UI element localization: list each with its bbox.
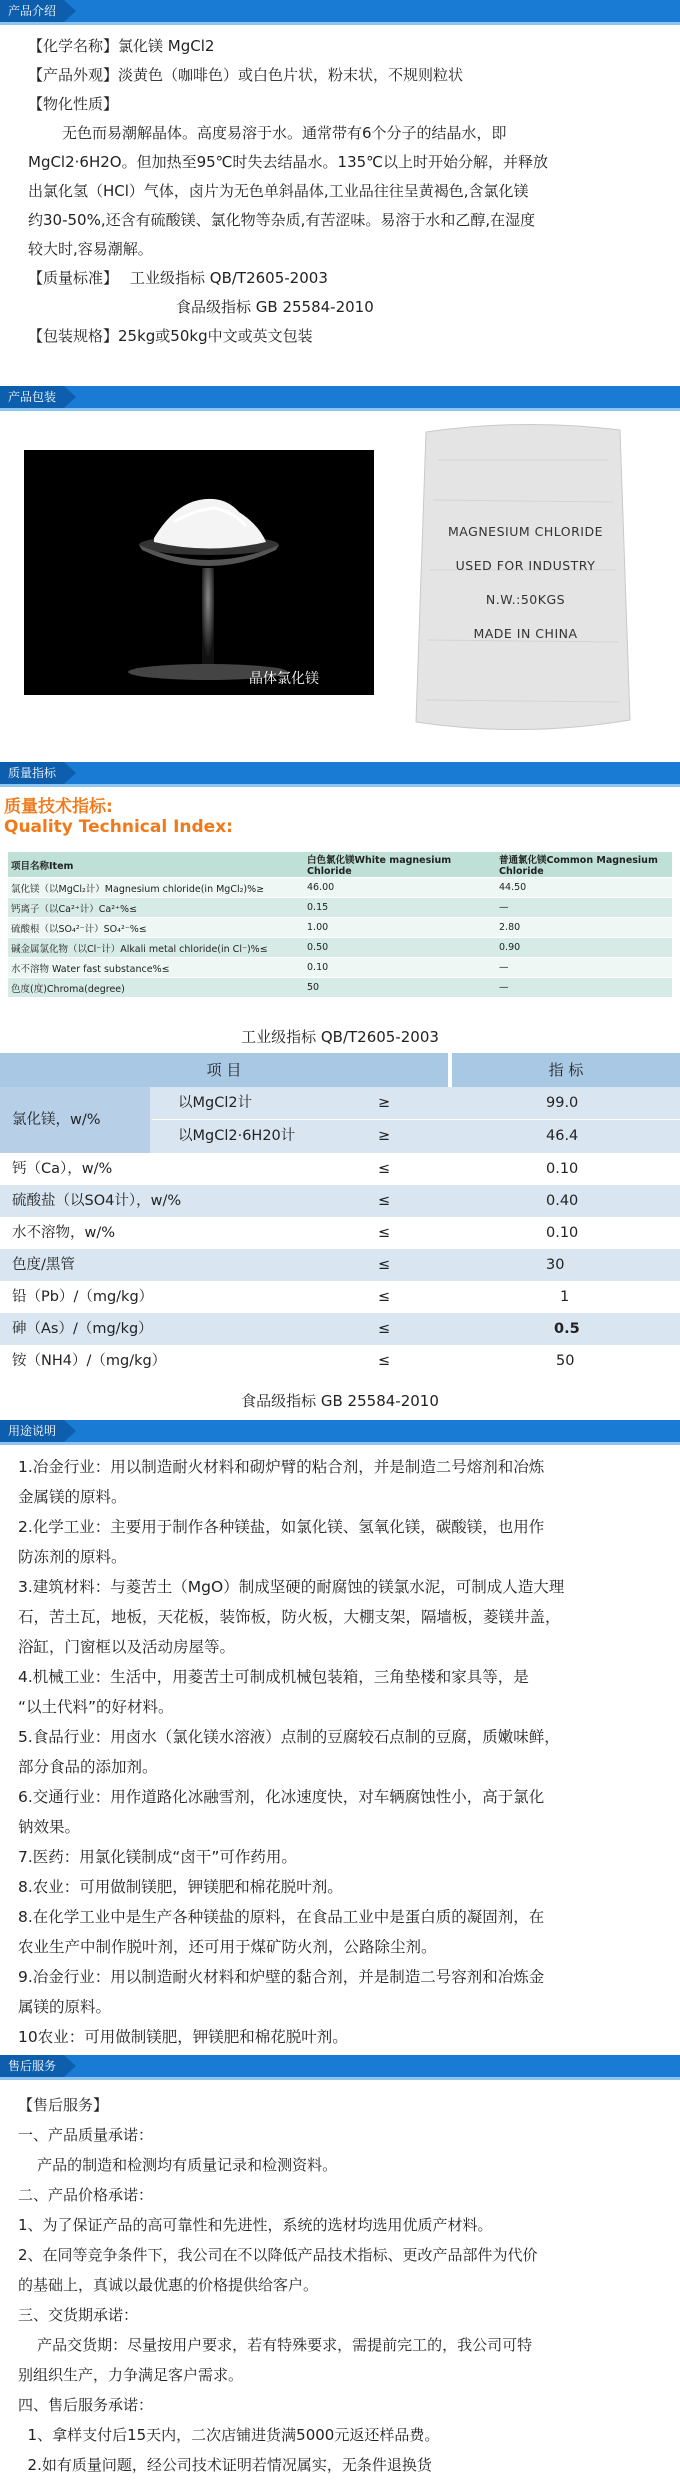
crystal-photo-caption: 晶体氯化镁 (249, 671, 319, 687)
service-line: 别组织生产，力争满足客户需求。 (18, 2366, 244, 2384)
table-cell: 0.15 (304, 898, 496, 918)
uses-line: 浴缸，门窗框以及活动房屋等。 (18, 1638, 236, 1656)
prop-label: 【物化性质】 (28, 95, 119, 113)
header-cell: 项目名称Item (8, 852, 304, 878)
table-cell: 色度(度)Chroma(degree) (8, 978, 304, 998)
intro-name-row (0, 32, 680, 61)
row-op: ≤ (378, 1193, 391, 1209)
service-line: 2.如有质量问题，经公司技术证明若情况属实，无条件退换货 (18, 2456, 432, 2474)
uses-line: 部分食品的添加剂。 (18, 1758, 158, 1776)
mg-group-label: 氯化镁，w/% (12, 1112, 101, 1128)
uses-line: 防冻剂的原料。 (18, 1548, 127, 1566)
table-row (0, 1153, 680, 1185)
service-line: 1、拿样支付后15天内，二次店铺进货满5000元返还样品费。 (18, 2426, 440, 2444)
bag-line: USED FOR INDUSTRY (455, 558, 596, 573)
quality-table-2 (0, 1053, 680, 1385)
row-label: 色度/黑管 (12, 1257, 75, 1273)
table-cell: 1.00 (304, 918, 496, 938)
uses-line: “以土代料”的好材料。 (18, 1698, 174, 1716)
row-label: 水不溶物，w/% (12, 1225, 116, 1241)
row-label: 钙（Ca），w/% (12, 1161, 113, 1177)
uses-line: 钠效果。 (18, 1818, 81, 1836)
section-title-packaging: 产品包装 (0, 386, 64, 408)
pack-label: 【包装规格】 (28, 327, 119, 345)
uses-line: 10农业：可用做制镁肥，钾镁肥和棉花脱叶剂。 (18, 2028, 348, 2046)
prop-line: 出氯化氢（HCl）气体，卤片为无色单斜晶体,工业品往往呈黄褐色,含氯化镁 (28, 182, 529, 200)
bag-line: MADE IN CHINA (473, 626, 578, 641)
intro-pack-row (0, 322, 680, 351)
uses-line: 3.建筑材料：与菱苦土（MgO）制成坚硬的耐腐蚀的镁氯水泥，可制成人造大理 (18, 1578, 565, 1596)
quality-heading-cn: 质量技术指标: (4, 797, 113, 817)
row-op: ≤ (378, 1257, 391, 1273)
table-cell: 氯化镁（以MgCl₂计）Magnesium chloride(in MgCl₂)%≥ (8, 878, 304, 898)
std-label: 【质量标准】 (28, 269, 119, 287)
service-line: 一、产品质量承诺： (18, 2126, 154, 2144)
bag-line: N.W.:50KGS (485, 592, 566, 607)
row-value: 50 (556, 1353, 575, 1369)
row-value: 30 (546, 1257, 565, 1273)
service-line: 产品的制造和检测均有质量记录和检测资料。 (18, 2156, 338, 2174)
section-bar-quality (0, 762, 680, 784)
table-cell: 水不溶物 Water fast substance%≤ (8, 958, 304, 978)
food-standard-caption: 食品级指标 GB 25584-2010 (241, 1392, 439, 1410)
spec-table (8, 852, 672, 998)
table-cell: — (496, 958, 672, 978)
quality-heading (4, 797, 233, 837)
col-header-index: 指 标 (548, 1061, 584, 1079)
row-value: 0.10 (546, 1161, 579, 1177)
row-value: 99.0 (546, 1095, 579, 1111)
row-value: 0.10 (546, 1225, 579, 1241)
table-row (0, 1217, 680, 1249)
uses-list (0, 1452, 680, 2052)
product-photo-bag (408, 420, 638, 735)
table-cell: 硫酸根（以SO₄²⁻计）SO₄²⁻%≤ (8, 918, 304, 938)
prop-line: 无色而易潮解晶体。高度易溶于水。通常带有6个分子的结晶水，即 (62, 124, 507, 142)
uses-line: 9.冶金行业：用以制造耐火材料和炉壁的黏合剂，并是制造二号容剂和冶炼金 (18, 1968, 545, 1986)
name-label: 【化学名称】 (28, 37, 119, 55)
row-op: ≥ (378, 1128, 391, 1144)
look-label: 【产品外观】 (28, 66, 119, 84)
row-op: ≤ (378, 1353, 391, 1369)
name-value: 氯化镁 MgCl2 (118, 37, 215, 55)
table-row (8, 898, 672, 918)
table-row (8, 878, 672, 898)
table-cell: 0.90 (496, 938, 672, 958)
uses-line: 5.食品行业：用卤水（氯化镁水溶液）点制的豆腐较石点制的豆腐，质嫩味鲜， (18, 1728, 560, 1746)
row-label: 以MgCl2计 (178, 1095, 253, 1111)
table-row (0, 1281, 680, 1313)
intro-look-row (0, 61, 680, 90)
section-bar-service (0, 2055, 680, 2077)
table-cell: 50 (304, 978, 496, 998)
table-cell: 2.80 (496, 918, 672, 938)
table-row (0, 1087, 680, 1119)
quality-table-1 (0, 852, 680, 998)
table-cell: 碱金属氯化物（以Cl⁻计）Alkali metal chloride(in Cl⁻)%≤ (8, 938, 304, 958)
std-line-2: 食品级指标 GB 25584-2010 (176, 298, 374, 316)
service-line: 的基础上，真诚以最优惠的价格提供给客户。 (18, 2276, 319, 2294)
service-line: 【售后服务】 (18, 2096, 109, 2114)
prop-line: 较大时,容易潮解。 (28, 240, 153, 258)
uses-line: 6.交通行业：用作道路化冰融雪剂，化冰速度快，对车辆腐蚀性小，高于氯化 (18, 1788, 545, 1806)
uses-line: 8.在化学工业中是生产各种镁盐的原料，在食品工业中是蛋白质的凝固剂，在 (18, 1908, 545, 1926)
row-label: 铵（NH4）/（mg/kg） (12, 1353, 167, 1369)
service-line: 三、交货期承诺： (18, 2306, 139, 2324)
product-intro (0, 32, 680, 351)
service-line: 四、售后服务承诺： (18, 2396, 154, 2414)
header-cell: 白色氯化镁White magnesium Chloride (304, 852, 496, 878)
table-row (8, 938, 672, 958)
section-title-quality: 质量指标 (0, 762, 64, 784)
crystal-glass-icon (24, 450, 374, 695)
uses-line: 属镁的原料。 (18, 1998, 112, 2016)
section-title-intro: 产品介绍 (0, 0, 64, 22)
service-line: 产品交货期：尽量按用户要求，若有特殊要求，需提前完工的，我公司可特 (18, 2336, 533, 2354)
table-cell: — (496, 898, 672, 918)
row-op: ≤ (378, 1321, 391, 1337)
header-cell: 普通氯化镁Common Magnesium Chloride (496, 852, 672, 878)
uses-line: 4.机械工业：生活中，用菱苦土可制成机械包装箱，三角垫楼和家具等，是 (18, 1668, 529, 1686)
table-row (0, 1185, 680, 1217)
row-value: 0.40 (546, 1193, 579, 1209)
table-cell: 钙离子（以Ca²⁺计）Ca²⁺%≤ (8, 898, 304, 918)
service-line: 二、产品价格承诺： (18, 2186, 154, 2204)
industrial-standard-caption: 工业级指标 QB/T2605-2003 (241, 1028, 439, 1046)
col-header-item: 项 目 (206, 1061, 242, 1079)
row-label: 以MgCl2·6H20计 (178, 1128, 296, 1144)
row-op: ≤ (378, 1161, 391, 1177)
uses-line: 1.冶金行业：用以制造耐火材料和砌炉臂的粘合剂，并是制造二号熔剂和冶炼 (18, 1458, 545, 1476)
table-cell: 0.50 (304, 938, 496, 958)
table-row (8, 978, 672, 998)
product-photo-crystal (24, 450, 374, 695)
row-op: ≥ (378, 1095, 391, 1111)
prop-line: 约30-50%,还含有硫酸镁、氯化物等杂质,有苦涩味。易溶于水和乙醇,在湿度 (28, 211, 536, 229)
prop-line: MgCl2·6H2O。但加热至95℃时失去结晶水。135℃以上时开始分解，并释放 (28, 153, 548, 171)
uses-line: 8.农业：可用做制镁肥，钾镁肥和棉花脱叶剂。 (18, 1878, 343, 1896)
service-list (0, 2090, 680, 2480)
table-cell: 46.00 (304, 878, 496, 898)
section-bar-uses (0, 1420, 680, 1442)
section-bar-packaging (0, 386, 680, 408)
uses-line: 农业生产中制作脱叶剂，还可用于煤矿防火剂，公路除尘剂。 (18, 1938, 437, 1956)
service-line: 2、在同等竞争条件下，我公司在不以降低产品技术指标、更改产品部件为代价 (18, 2246, 538, 2264)
quality-heading-en: Quality Technical Index: (4, 817, 233, 837)
row-op: ≤ (378, 1289, 391, 1305)
row-value: 46.4 (546, 1128, 579, 1144)
table-row (0, 1313, 680, 1345)
intro-std-row (0, 264, 680, 293)
table-cell: 0.10 (304, 958, 496, 978)
table-row (0, 1345, 680, 1377)
bag-line: MAGNESIUM CHLORIDE (448, 524, 603, 539)
uses-line: 2.化学工业：主要用于制作各种镁盐，如氯化镁、氢氧化镁，碳酸镁，也用作 (18, 1518, 545, 1536)
uses-line: 7.医药：用氯化镁制成“卤干”可作药用。 (18, 1848, 297, 1866)
table-row (8, 918, 672, 938)
row-label: 砷（As）/（mg/kg） (12, 1321, 153, 1337)
table-row (0, 1249, 680, 1281)
std-line-1: 工业级指标 QB/T2605-2003 (130, 269, 328, 287)
table-row (0, 1120, 680, 1152)
table-header-row (8, 852, 672, 878)
service-line: 1、为了保证产品的高可靠性和先进性，系统的选材均选用优质产材料。 (18, 2216, 493, 2234)
table-cell: 44.50 (496, 878, 672, 898)
bag-print (438, 515, 613, 651)
uses-line: 石，苦土瓦，地板，天花板，装饰板，防火板，大棚支架，隔墙板，菱镁井盖， (18, 1608, 561, 1626)
pack-value: 25kg或50kg中文或英文包装 (118, 327, 313, 345)
row-op: ≤ (378, 1225, 391, 1241)
row-label: 铅（Pb）/（mg/kg） (12, 1289, 154, 1305)
table-cell: — (496, 978, 672, 998)
row-label: 硫酸盐（以SO4计），w/% (12, 1193, 182, 1209)
row-value: 1 (560, 1289, 570, 1305)
intro-prop-row (0, 90, 680, 119)
table-row (8, 958, 672, 978)
section-bar-intro (0, 0, 680, 22)
section-title-service: 售后服务 (0, 2055, 64, 2077)
section-title-uses: 用途说明 (0, 1420, 64, 1442)
look-value: 淡黄色（咖啡色）或白色片状，粉末状，不规则粒状 (118, 66, 464, 84)
uses-line: 金属镁的原料。 (18, 1488, 127, 1506)
row-value: 0.5 (554, 1321, 580, 1337)
